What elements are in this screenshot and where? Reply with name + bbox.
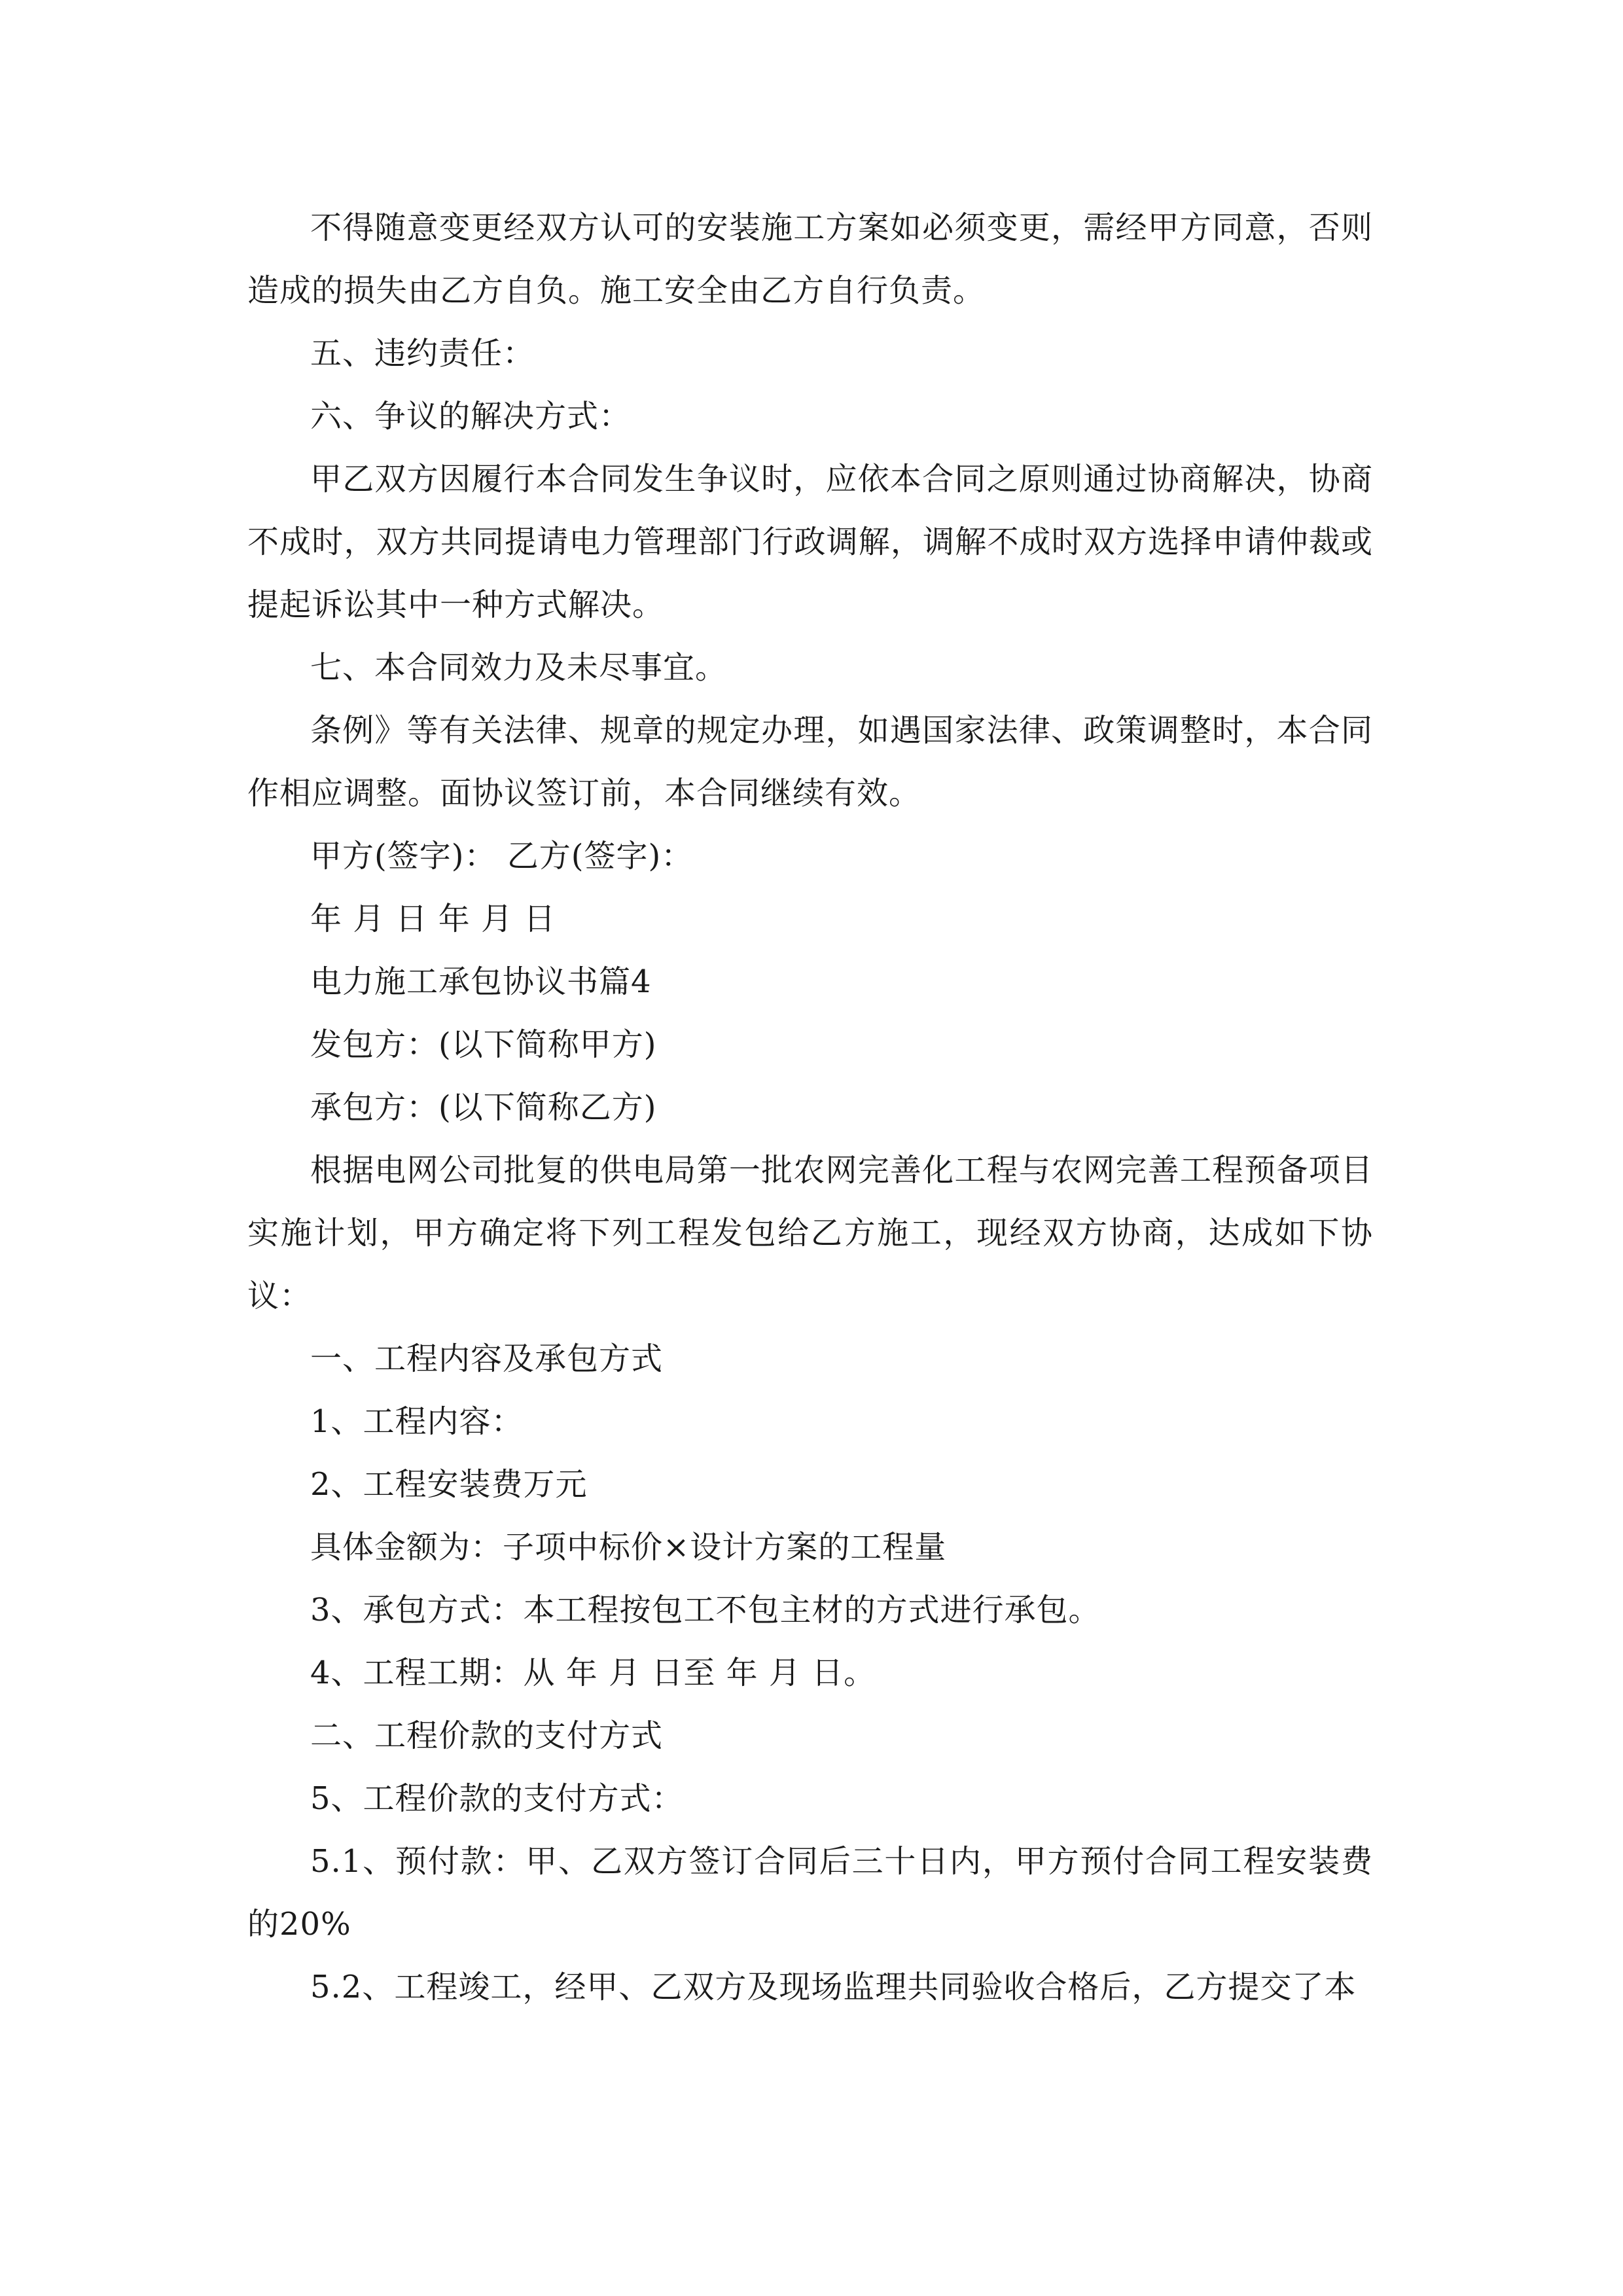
clause: 5、工程价款的支付方式：	[310, 1780, 684, 1817]
paragraph: 根据电网公司批复的供电局第一批农网完善化工程与农网完善工程预备项目实施计划，甲方确定将下列工程发包给乙方施工，现经双方协商，达成如下协议：	[247, 1152, 1373, 1314]
clause: 1、工程内容：	[310, 1403, 524, 1440]
paragraph: 甲乙双方因履行本合同发生争议时，应依本合同之原则通过协商解决，协商不成时，双方共同提请电力管理部门行政调解，调解不成时双方选择申请仲裁或提起诉讼其中一种方式解决。	[247, 461, 1373, 623]
paragraph: 不得随意变更经双方认可的安装施工方案如必须变更，需经甲方同意，否则造成的损失由乙方自负。施工安全由乙方自行负责。	[247, 209, 1373, 309]
section-heading: 五、违约责任：	[310, 335, 535, 372]
section-heading: 二、工程价款的支付方式	[310, 1717, 664, 1754]
clause: 5.1、预付款：甲、乙双方签订合同后三十日内，甲方预付合同工程安装费的20%	[247, 1843, 1373, 1943]
clause: 2、工程安装费万元	[310, 1466, 588, 1503]
party-a-line: 发包方：(以下简称甲方)	[310, 1026, 657, 1063]
clause: 具体金额为：子项中标价×设计方案的工程量	[310, 1529, 947, 1566]
section-heading: 七、本合同效力及未尽事宜。	[310, 649, 728, 686]
clause: 3、承包方式：本工程按包工不包主材的方式进行承包。	[310, 1592, 1101, 1628]
party-b-line: 承包方：(以下简称乙方)	[310, 1089, 657, 1126]
document-title: 电力施工承包协议书篇4	[310, 963, 652, 1000]
paragraph: 条例》等有关法律、规章的规定办理，如遇国家法律、政策调整时，本合同作相应调整。面协议签订前，本合同继续有效。	[247, 712, 1373, 812]
section-heading: 一、工程内容及承包方式	[310, 1340, 664, 1377]
clause: 4、工程工期：从 年 月 日至 年 月 日。	[310, 1655, 876, 1691]
signature-line: 甲方(签字)： 乙方(签字)：	[310, 838, 694, 874]
document-body	[247, 196, 1373, 2018]
date-line: 年 月 日 年 月 日	[310, 901, 556, 937]
clause: 5.2、工程竣工，经甲、乙双方及现场监理共同验收合格后，乙方提交了本	[310, 1969, 1357, 2005]
section-heading: 六、争议的解决方式：	[310, 398, 632, 435]
